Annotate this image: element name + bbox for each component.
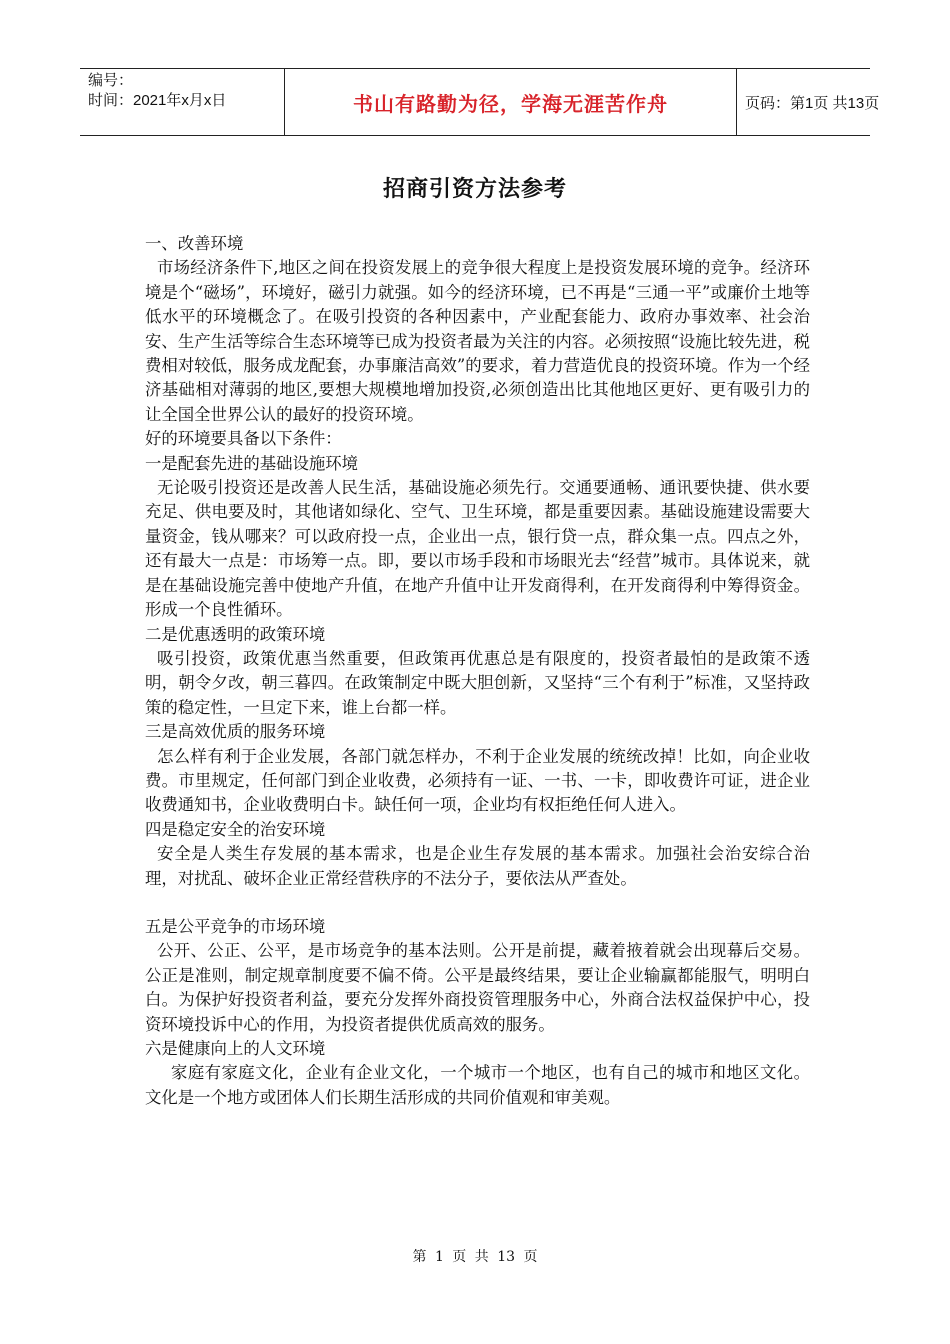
paragraph: 家庭有家庭文化，企业有企业文化，一个城市一个地区，也有自己的城市和地区文化。文化是一个地方或团体人们长期生活形成的共同价值观和审美观。 (145, 1063, 810, 1107)
document-body (145, 232, 810, 1110)
section-heading: 一、改善环境 (145, 234, 244, 253)
condition-heading: 四是稳定安全的治安环境 (145, 819, 326, 839)
date-label: 时间：2021年x月x日 (88, 92, 227, 109)
condition-heading: 三是高效优质的服务环境 (145, 722, 326, 742)
motto: 书山有路勤为径，学海无涯苦作舟 (353, 91, 668, 116)
paragraph: 市场经济条件下,地区之间在投资发展上的竞争很大程度上是投资发展环境的竞争。经济环境是个“磁场”，环境好，磁引力就强。如今的经济环境，已不再是“三通一平”或廉价土地等低水平的环境概念了。在吸引投资的各种因素中，产业配套能力、政府办事效率、社会治安、生产生活等综合生态环境等已成为投资者最为关注的内容。必须按照“设施比较先进，税费相对较低，服务成龙配套，办事廉洁高效”的要求，着力营造优良的投资环境。作为一个经济基础相对薄弱的地区,要想大规模地增加投资,必须创造出比其他地区更好、更有吸引力的让全国全世界公认的最好的投资环境。 (145, 258, 810, 424)
paragraph: 吸引投资，政策优惠当然重要，但政策再优惠总是有限度的，投资者最怕的是政策不透明，朝令夕改，朝三暮四。在政策制定中既大胆创新，又坚持“三个有利于”标准，又坚持政策的稳定性，一旦定下来，谁上台都一样。 (145, 648, 810, 717)
header-motto-cell (285, 69, 736, 135)
number-label: 编号： (88, 72, 134, 89)
paragraph: 公开、公正、公平，是市场竞争的基本法则。公开是前提，藏着掖着就会出现幕后交易。公正是准则，制定规章制度要不偏不倚。公平是最终结果，要让企业输赢都能服气，明明白白。为保护好投资者利益，要充分发挥外商投资管理服务中心，外商合法权益保护中心，投资环境投诉中心的作用，为投资者提供优质高效的服务。 (145, 941, 810, 1034)
condition-heading: 六是健康向上的人文环境 (145, 1039, 326, 1058)
paragraph: 安全是人类生存发展的基本需求，也是企业生存发展的基本需求。加强社会治安综合治理，对扰乱、破坏企业正常经营秩序的不法分子，要依法从严查处。 (145, 844, 810, 888)
paragraph: 怎么样有利于企业发展，各部门就怎样办，不利于企业发展的统统改掉！比如，向企业收费。市里规定，任何部门到企业收费，必须持有一证、一书、一卡，即收费许可证，进企业收费通知书，企业收费明白卡。缺任何一项，企业均有权拒绝任何人进入。 (145, 746, 810, 815)
blank-line (145, 891, 810, 915)
header-meta (88, 71, 284, 133)
page-footer: 第 1 页 共 13 页 (412, 1249, 538, 1265)
header-table (80, 68, 880, 136)
conditions-intro: 好的环境要具备以下条件： (145, 429, 342, 449)
document-title: 招商引资方法参考 (382, 177, 567, 202)
page-info: 页码：第1页 共13页 (745, 94, 880, 112)
paragraph: 无论吸引投资还是改善人民生活，基础设施必须先行。交通要通畅、通讯要快捷、供水要充足、供电要及时，其他诸如绿化、空气、卫生环境，都是重要因素。基础设施建设需要大量资金，钱从哪来？可以政府投一点，企业出一点，银行贷一点，群众集一点。四点之外，还有最大一点是：市场筹一点。即，要以市场手段和市场眼光去“经营”城市。具体说来，就是在基础设施完善中使地产升值，在地产升值中让开发商得利，在开发商得利中筹得资金。形成一个良性循环。 (145, 478, 810, 620)
header-divider (736, 69, 737, 135)
condition-heading: 一是配套先进的基础设施环境 (145, 453, 359, 473)
condition-heading: 五是公平竞争的市场环境 (145, 916, 326, 936)
condition-heading: 二是优惠透明的政策环境 (145, 624, 326, 644)
